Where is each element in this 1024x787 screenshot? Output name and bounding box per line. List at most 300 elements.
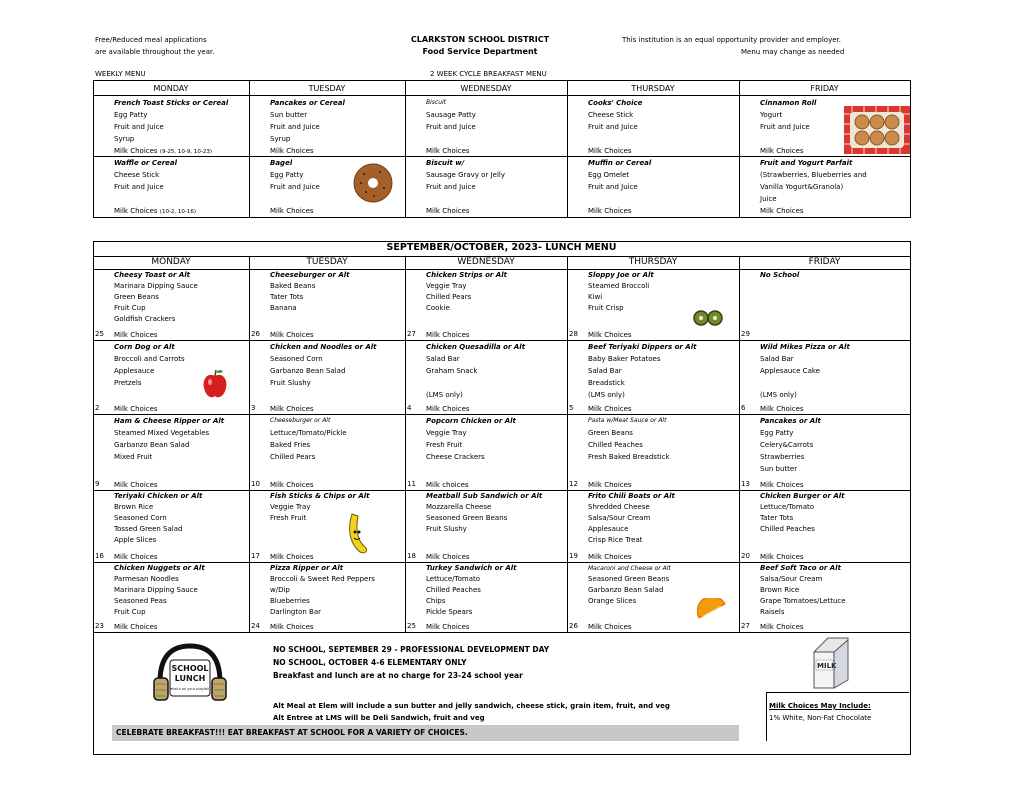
lunch-side-item: Marinara Dipping Sauce xyxy=(114,282,198,290)
breakfast-side-item: Fruit and Juice xyxy=(270,183,320,191)
lunch-day-number: 27 xyxy=(407,330,416,338)
breakfast-item-title: Muffin or Cereal xyxy=(588,159,652,167)
lunch-side-item: Fresh Fruit xyxy=(270,514,307,522)
lunch-side-item xyxy=(114,463,248,475)
lunch-cell xyxy=(270,270,404,325)
kiwi-picture xyxy=(693,310,723,326)
lunch-side-item: Seasoned Peas xyxy=(114,597,167,605)
breakfast-cell xyxy=(426,157,566,217)
lunch-side-item xyxy=(426,463,566,475)
lunch-side-item: Pretzels xyxy=(114,379,142,387)
no-charge-note: Breakfast and lunch are at no charge for 23-24 school year xyxy=(273,671,523,680)
lunch-side-item: Brown Rice xyxy=(114,503,154,511)
celebrate-breakfast-banner: CELEBRATE BREAKFAST!!! EAT BREAKFAST AT SCHOOL FOR A VARIETY OF CHOICES. xyxy=(112,725,739,741)
breakfast-milk-dates: (9-25, 10-9, 10-23) xyxy=(159,149,213,155)
lunch-col-line xyxy=(567,256,568,632)
lunch-side-item: Kiwi xyxy=(588,293,603,301)
lunch-milk-line: Milk Choices xyxy=(114,623,158,631)
lunch-side-item xyxy=(270,524,404,535)
lunch-entree: Chicken Burger or Alt xyxy=(760,492,845,500)
lunch-day-header: FRIDAY xyxy=(808,257,841,267)
lunch-entree: Cheeseburger or Alt xyxy=(270,417,331,424)
breakfast-side-item xyxy=(588,133,738,145)
lunch-entree: Chicken Quesadilla or Alt xyxy=(426,343,526,351)
breakfast-side-item xyxy=(426,133,566,145)
lunch-day-header: TUESDAY xyxy=(306,257,348,267)
alt-entree-lms-note: Alt Entree at LMS will be Deli Sandwich, fruit and veg xyxy=(273,714,485,722)
lunch-entree: Pasta w/Meat Sauce or Alt xyxy=(588,417,667,424)
breakfast-header-line xyxy=(93,95,910,96)
lunch-day-number: 4 xyxy=(407,404,412,412)
lunch-side-item xyxy=(426,535,566,546)
lunch-side-item: Grape Tomatoes/Lettuce xyxy=(760,597,846,605)
lunch-cell xyxy=(588,491,738,546)
lunch-day-number: 10 xyxy=(251,480,260,488)
breakfast-side-item xyxy=(588,193,738,205)
lunch-milk-line: Milk Choices xyxy=(760,553,804,561)
breakfast-milk-label: Milk Choices xyxy=(588,207,632,215)
banana-picture xyxy=(344,512,370,556)
breakfast-side-item: Sausage Gravy or Jelly xyxy=(426,171,505,179)
lunch-side-item: Broccoli and Carrots xyxy=(114,355,185,363)
breakfast-item-title: Fruit and Yogurt Parfait xyxy=(760,159,853,167)
lunch-day-number: 2 xyxy=(95,404,100,412)
lunch-side-item xyxy=(270,389,404,401)
lunch-milk-line: Milk Choices xyxy=(270,405,314,413)
lunch-side-item: (LMS only) xyxy=(760,391,797,399)
free-reduced-note: Free/Reduced meal applications xyxy=(95,36,207,44)
lunch-cell xyxy=(270,563,404,618)
lunch-side-item xyxy=(760,303,909,314)
lunch-cell xyxy=(760,415,909,475)
breakfast-milk-label: Milk Choices xyxy=(426,147,470,155)
lunch-entree: No School xyxy=(760,271,800,279)
lunch-border-right xyxy=(910,241,911,755)
district-name: CLARKSTON SCHOOL DISTRICT xyxy=(410,35,550,44)
lunch-entree: Frito Chili Boats or Alt xyxy=(588,492,675,500)
lunch-side-item: Baby Baker Potatoes xyxy=(588,355,661,363)
lunch-cell xyxy=(114,415,248,475)
logo-playlist-text: what's on your playlist? xyxy=(169,687,211,691)
lunch-side-item: Applesauce xyxy=(114,367,155,375)
breakfast-milk-line xyxy=(426,205,566,217)
breakfast-item-title: Cinnamon Roll xyxy=(760,99,817,107)
breakfast-item-title: Biscuit w/ xyxy=(426,159,465,167)
lunch-cell xyxy=(114,563,248,618)
lunch-side-item: Strawberries xyxy=(760,453,805,461)
lunch-day-number: 6 xyxy=(741,404,746,412)
lunch-side-item: Garbanzo Bean Salad xyxy=(588,586,664,594)
lunch-border-left xyxy=(93,241,94,755)
lunch-side-item: Tossed Green Salad xyxy=(114,525,183,533)
lunch-side-item: Salad Bar xyxy=(760,355,794,363)
lunch-side-item: (LMS only) xyxy=(426,391,463,399)
lunch-milk-line: Milk choices xyxy=(426,481,469,489)
lunch-side-item: Brown Rice xyxy=(760,586,800,594)
breakfast-side-item: Sun butter xyxy=(270,111,308,119)
lunch-milk-line: Milk Choices xyxy=(426,623,470,631)
milk-carton-icon xyxy=(808,636,854,692)
lunch-border-bottom xyxy=(93,754,910,755)
lunch-side-item: Mixed Fruit xyxy=(114,453,153,461)
lunch-milk-line: Milk Choices xyxy=(270,553,314,561)
breakfast-side-item: Syrup xyxy=(270,135,291,143)
lunch-entree: Cheesy Toast or Alt xyxy=(114,271,190,279)
milk-choices-title: Milk Choices May Include: xyxy=(769,702,871,710)
lunch-cell xyxy=(426,491,566,546)
lunch-cell xyxy=(760,341,909,401)
lunch-entree: Beef Teriyaki Dippers or Alt xyxy=(588,343,697,351)
lunch-side-item: Orange Slices xyxy=(588,597,637,605)
breakfast-milk-label: Milk Choices xyxy=(760,207,804,215)
lunch-side-item xyxy=(270,463,404,475)
lunch-entree: Teriyaki Chicken or Alt xyxy=(114,492,203,500)
lunch-side-item: Tater Tots xyxy=(760,514,794,522)
breakfast-cell xyxy=(114,157,248,217)
lunch-milk-line: Milk Choices xyxy=(114,331,158,339)
lunch-entree: Macaroni and Cheese or Alt xyxy=(588,565,671,572)
lunch-cell xyxy=(426,563,566,618)
lunch-milk-line: Milk Choices xyxy=(760,623,804,631)
lunch-side-item: Fruit Slushy xyxy=(270,379,311,387)
lunch-side-item xyxy=(760,292,909,303)
lunch-side-item: Cheese Crackers xyxy=(426,453,485,461)
breakfast-milk-dates: (10-2, 10-16) xyxy=(159,209,197,215)
school-lunch-logo xyxy=(150,642,230,714)
lunch-milk-line: Milk Choices xyxy=(114,481,158,489)
breakfast-border-bottom xyxy=(93,217,910,218)
lunch-cell xyxy=(760,563,909,618)
lunch-day-number: 20 xyxy=(741,552,750,560)
lunch-cell xyxy=(588,415,738,475)
logo-school-text: SCHOOL xyxy=(171,664,209,673)
lunch-side-item xyxy=(760,535,909,546)
lunch-day-number: 23 xyxy=(95,622,104,630)
lunch-cell xyxy=(270,415,404,475)
lunch-side-item xyxy=(426,314,566,325)
lunch-side-item: Chilled Peaches xyxy=(588,441,643,449)
breakfast-item-title: Waffle or Cereal xyxy=(114,159,178,167)
breakfast-side-item: Cheese Stick xyxy=(588,111,634,119)
breakfast-side-item: Vanilla Yogurt&Granola) xyxy=(760,183,844,191)
lunch-side-item: Blueberries xyxy=(270,597,310,605)
breakfast-milk-line xyxy=(270,205,404,217)
breakfast-side-item xyxy=(426,193,566,205)
lunch-day-number: 11 xyxy=(407,480,416,488)
breakfast-side-item: Fruit and Juice xyxy=(114,123,164,131)
weekly-menu-label: WEEKLY MENU xyxy=(95,70,146,78)
lunch-day-header: WEDNESDAY xyxy=(457,257,515,267)
lunch-side-item: Seasoned Green Beans xyxy=(426,514,508,522)
no-school-note-2: NO SCHOOL, OCTOBER 4-6 ELEMENTARY ONLY xyxy=(273,658,467,667)
lunch-day-header: THURSDAY xyxy=(628,257,678,267)
lunch-side-item: Veggie Tray xyxy=(426,429,467,437)
breakfast-item-title: Bagel xyxy=(270,159,293,167)
breakfast-item-title: Biscuit xyxy=(426,99,447,106)
lunch-side-item: Egg Patty xyxy=(760,429,794,437)
breakfast-milk-label: Milk Choices xyxy=(270,207,314,215)
lunch-day-number: 3 xyxy=(251,404,256,412)
lunch-milk-line: Milk Choices xyxy=(270,481,314,489)
lunch-entree: Chicken and Noodles or Alt xyxy=(270,343,377,351)
apple-picture xyxy=(201,368,229,400)
lunch-day-number: 25 xyxy=(407,622,416,630)
lunch-side-item: Seasoned Corn xyxy=(114,514,167,522)
lunch-side-item: Mozzarella Cheese xyxy=(426,503,492,511)
lunch-side-item: Lettuce/Tomato xyxy=(760,503,815,511)
breakfast-col-line xyxy=(739,80,740,218)
breakfast-side-item: Fruit and Juice xyxy=(426,183,476,191)
breakfast-side-item: Juice xyxy=(760,195,777,203)
breakfast-side-item: Egg Patty xyxy=(114,111,148,119)
breakfast-milk-line xyxy=(588,145,738,157)
breakfast-cell xyxy=(588,157,738,217)
lunch-side-item: Tater Tots xyxy=(270,293,304,301)
lunch-day-number: 24 xyxy=(251,622,260,630)
lunch-cell xyxy=(426,341,566,401)
menu-change-note: Menu may change as needed xyxy=(741,48,845,56)
lunch-side-item xyxy=(760,377,909,389)
lunch-col-line xyxy=(739,256,740,632)
breakfast-milk-line xyxy=(114,205,248,217)
lunch-entree: Chicken Strips or Alt xyxy=(426,271,507,279)
lunch-milk-line: Milk Choices xyxy=(114,405,158,413)
lunch-side-item: Green Beans xyxy=(588,429,633,437)
breakfast-side-item: Syrup xyxy=(114,135,135,143)
lunch-entree: Sloppy Joe or Alt xyxy=(588,271,654,279)
lunch-day-number: 29 xyxy=(741,330,750,338)
breakfast-cell xyxy=(760,157,909,217)
lunch-side-item: Sun butter xyxy=(760,465,798,473)
lunch-milk-line: Milk Choices xyxy=(426,553,470,561)
lunch-entree: Pizza Ripper or Alt xyxy=(270,564,344,572)
department-name: Food Service Department xyxy=(422,47,538,56)
lunch-side-item: Chilled Pears xyxy=(270,453,316,461)
lunch-cell xyxy=(760,270,909,325)
breakfast-cell xyxy=(588,97,738,157)
breakfast-cell xyxy=(114,97,248,157)
lunch-side-item: Chilled Pears xyxy=(426,293,472,301)
lunch-day-number: 26 xyxy=(569,622,578,630)
lunch-entree: Turkey Sandwich or Alt xyxy=(426,564,517,572)
breakfast-milk-line xyxy=(270,145,404,157)
breakfast-milk-label: Milk Choices xyxy=(760,147,804,155)
lunch-side-item: Applesauce Cake xyxy=(760,367,820,375)
lunch-entree: Meatball Sub Sandwich or Alt xyxy=(426,492,543,500)
breakfast-side-item: Fruit and Juice xyxy=(270,123,320,131)
equal-opportunity-note: This institution is an equal opportunity provider and employer. xyxy=(622,36,841,44)
milk-box-top xyxy=(766,692,909,693)
lunch-entree: Wild Mikes Pizza or Alt xyxy=(760,343,850,351)
lunch-side-item: Garbanzo Bean Salad xyxy=(270,367,346,375)
lunch-milk-line: Milk Choices xyxy=(270,623,314,631)
breakfast-day-header: TUESDAY xyxy=(308,84,346,93)
lunch-side-item: Chilled Peaches xyxy=(760,525,815,533)
lunch-side-item: Salad Bar xyxy=(588,367,622,375)
lunch-side-item: Celery&Carrots xyxy=(760,441,814,449)
lunch-entree: Chicken Nuggets or Alt xyxy=(114,564,205,572)
breakfast-col-line xyxy=(567,80,568,218)
breakfast-side-item: Yogurt xyxy=(760,111,783,119)
lunch-milk-line: Milk Choices xyxy=(114,553,158,561)
milk-choices-text: 1% White, Non-Fat Chocolate xyxy=(769,714,872,722)
breakfast-milk-label: Milk Choices xyxy=(588,147,632,155)
lunch-side-item: Seasoned Green Beans xyxy=(588,575,670,583)
lunch-cell xyxy=(270,491,404,546)
lunch-milk-line: Milk Choices xyxy=(588,553,632,561)
lunch-day-number: 17 xyxy=(251,552,260,560)
breakfast-milk-label: Milk Choices xyxy=(114,147,158,155)
lunch-milk-line: Milk Choices xyxy=(588,405,632,413)
lunch-side-item: Veggie Tray xyxy=(426,282,467,290)
lunch-milk-line: Milk Choices xyxy=(588,481,632,489)
lunch-cell xyxy=(588,341,738,401)
lunch-milk-line: Milk Choices xyxy=(426,331,470,339)
lunch-side-item: Marinara Dipping Sauce xyxy=(114,586,198,594)
lunch-side-item xyxy=(270,535,404,546)
breakfast-side-item: Fruit and Juice xyxy=(426,123,476,131)
lunch-side-item: Salad Bar xyxy=(426,355,460,363)
cinnamon-roll-picture xyxy=(844,106,910,154)
breakfast-col-line xyxy=(93,80,94,218)
lunch-cell xyxy=(426,270,566,325)
lunch-side-item: Goldfish Crackers xyxy=(114,315,176,323)
lunch-milk-line: Milk Choices xyxy=(760,405,804,413)
breakfast-col-line xyxy=(910,80,911,218)
lunch-side-item: Apple Slices xyxy=(114,536,157,544)
breakfast-side-item: Egg Patty xyxy=(270,171,304,179)
lunch-menu-title: SEPTEMBER/OCTOBER, 2023- LUNCH MENU xyxy=(386,242,617,253)
breakfast-col-line xyxy=(249,80,250,218)
breakfast-day-header: FRIDAY xyxy=(810,84,839,93)
lunch-side-item: Shredded Cheese xyxy=(588,503,650,511)
lunch-side-item: Veggie Tray xyxy=(270,503,311,511)
breakfast-col-line xyxy=(405,80,406,218)
lunch-side-item: Salsa/Sour Cream xyxy=(760,575,823,583)
breakfast-item-title: Pancakes or Cereal xyxy=(270,99,345,107)
breakfast-item-title: French Toast Sticks or Cereal xyxy=(114,99,229,107)
lunch-milk-line: Milk Choices xyxy=(588,623,632,631)
lunch-entree: Ham & Cheese Ripper or Alt xyxy=(114,417,225,425)
lunch-day-number: 9 xyxy=(95,480,100,488)
lunch-entree: Cheeseburger or Alt xyxy=(270,271,350,279)
lunch-cell xyxy=(114,491,248,546)
lunch-day-header: MONDAY xyxy=(151,257,191,267)
breakfast-side-item: Fruit and Juice xyxy=(588,183,638,191)
breakfast-item-title: Cooks' Choice xyxy=(588,99,643,107)
lunch-milk-line: Milk Choices xyxy=(760,481,804,489)
lunch-day-number: 26 xyxy=(251,330,260,338)
lunch-side-item: Fruit Cup xyxy=(114,304,146,312)
breakfast-cell xyxy=(270,97,404,157)
breakfast-border-top xyxy=(93,80,910,81)
milk-carton-label: MILK xyxy=(817,662,837,670)
breakfast-side-item: Sausage Patty xyxy=(426,111,476,119)
lunch-side-item: Chilled Peaches xyxy=(426,586,481,594)
no-school-note-1: NO SCHOOL, SEPTEMBER 29 - PROFESSIONAL DEVELOPMENT DAY xyxy=(273,645,550,654)
lunch-side-item: Cookie xyxy=(426,304,450,312)
lunch-side-item: Broccoli & Sweet Red Peppers xyxy=(270,575,375,583)
lunch-day-number: 28 xyxy=(569,330,578,338)
lunch-side-item: Steamed Mixed Vegetables xyxy=(114,429,210,437)
lunch-cell xyxy=(114,270,248,325)
lunch-side-item: Banana xyxy=(270,304,297,312)
lunch-side-item: Raisels xyxy=(760,608,785,616)
lunch-side-item: Seasoned Corn xyxy=(270,355,323,363)
lunch-entree: Fish Sticks & Chips or Alt xyxy=(270,492,370,500)
lunch-entree: Corn Dog or Alt xyxy=(114,343,175,351)
lunch-milk-line: Milk Choices xyxy=(270,331,314,339)
lunch-side-item xyxy=(588,463,738,475)
lunch-day-number: 5 xyxy=(569,404,574,412)
breakfast-side-item: Egg Omelet xyxy=(588,171,630,179)
lunch-side-item xyxy=(426,377,566,389)
lunch-side-item: Lettuce/Tomato/Pickle xyxy=(270,429,347,437)
breakfast-cell xyxy=(426,97,566,157)
lunch-entree: Beef Soft Taco or Alt xyxy=(760,564,841,572)
lunch-side-item xyxy=(760,314,909,325)
breakfast-side-item xyxy=(114,193,248,205)
breakfast-milk-label: Milk Choices xyxy=(426,207,470,215)
lunch-side-item: Darlington Bar xyxy=(270,608,321,616)
lunch-col-line xyxy=(405,256,406,632)
lunch-side-item xyxy=(760,281,909,292)
lunch-side-item: Breadstick xyxy=(588,379,625,387)
breakfast-milk-label: Milk Choices xyxy=(114,207,158,215)
lunch-side-item: Applesauce xyxy=(588,525,629,533)
lunch-milk-line: Milk Choices xyxy=(426,405,470,413)
milk-box-left xyxy=(766,692,767,741)
lunch-side-item: w/Dip xyxy=(270,586,290,594)
breakfast-day-header: THURSDAY xyxy=(631,84,675,93)
lunch-day-number: 13 xyxy=(741,480,750,488)
lunch-side-item: Garbanzo Bean Salad xyxy=(114,441,190,449)
lunch-side-item: Salsa/Sour Cream xyxy=(588,514,651,522)
breakfast-side-item: Fruit and Juice xyxy=(114,183,164,191)
breakfast-side-item: Fruit and Juice xyxy=(588,123,638,131)
lunch-side-item: (LMS only) xyxy=(588,391,625,399)
breakfast-milk-line xyxy=(760,205,909,217)
breakfast-milk-line xyxy=(588,205,738,217)
alt-meal-elem-note: Alt Meal at Elem will include a sun butter and jelly sandwich, cheese stick, grain item, fruit, and veg xyxy=(273,702,670,710)
bagel-picture xyxy=(352,162,394,204)
lunch-cell xyxy=(426,415,566,475)
breakfast-side-item: (Strawberries, Blueberries and xyxy=(760,171,867,179)
breakfast-milk-line xyxy=(114,145,248,157)
breakfast-day-header: WEDNESDAY xyxy=(460,84,512,93)
breakfast-milk-line xyxy=(426,145,566,157)
lunch-side-item: Fruit Slushy xyxy=(426,525,467,533)
breakfast-day-header: MONDAY xyxy=(153,84,189,93)
lunch-day-number: 12 xyxy=(569,480,578,488)
lunch-col-line xyxy=(249,256,250,632)
lunch-side-item: Graham Snack xyxy=(426,367,478,375)
lunch-day-number: 16 xyxy=(95,552,104,560)
lunch-cell xyxy=(270,341,404,401)
lunch-side-item: Chips xyxy=(426,597,446,605)
lunch-entree: Pancakes or Alt xyxy=(760,417,821,425)
breakfast-side-item: Fruit and Juice xyxy=(760,123,810,131)
breakfast-milk-label: Milk Choices xyxy=(270,147,314,155)
orange-slice-picture xyxy=(697,598,727,622)
lunch-day-number: 25 xyxy=(95,330,104,338)
lunch-day-number: 27 xyxy=(741,622,750,630)
lunch-side-item: Green Beans xyxy=(114,293,159,301)
lunch-side-item: Pickle Spears xyxy=(426,608,473,616)
lunch-side-item: Lettuce/Tomato xyxy=(426,575,481,583)
lunch-side-item: Baked Fries xyxy=(270,441,311,449)
lunch-side-item xyxy=(270,314,404,325)
